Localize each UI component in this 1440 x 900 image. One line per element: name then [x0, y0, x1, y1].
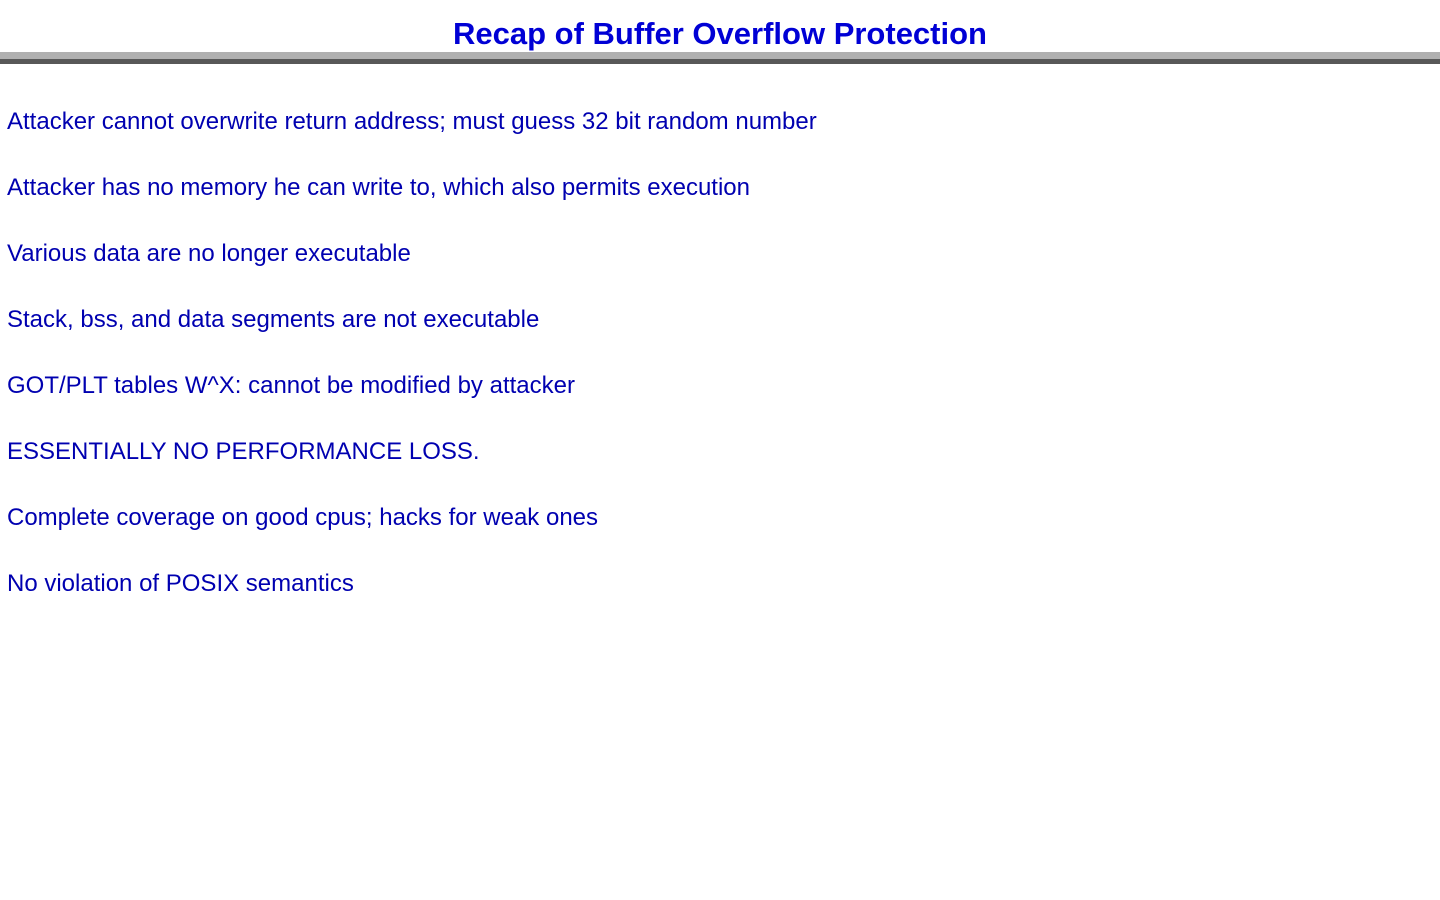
- bullet-line: Various data are no longer executable: [7, 240, 411, 267]
- bullet-line: Attacker cannot overwrite return address; must guess 32 bit random number: [7, 108, 817, 135]
- divider-light-band: [0, 52, 1440, 59]
- bullet-line: Complete coverage on good cpus; hacks for weak ones: [7, 504, 599, 531]
- bullet-list: [0, 64, 1440, 596]
- bullet-line: Attacker has no memory he can write to, which also permits execution: [7, 174, 750, 201]
- bullet-line: No violation of POSIX semantics: [7, 570, 354, 597]
- title-divider: [0, 52, 1440, 64]
- bullet-line: Stack, bss, and data segments are not executable: [7, 306, 540, 333]
- slide-title: Recap of Buffer Overflow Protection: [453, 16, 987, 51]
- bullet-line: ESSENTIALLY NO PERFORMANCE LOSS.: [7, 438, 480, 465]
- bullet-line: GOT/PLT tables W^X: cannot be modified by attacker: [7, 372, 575, 399]
